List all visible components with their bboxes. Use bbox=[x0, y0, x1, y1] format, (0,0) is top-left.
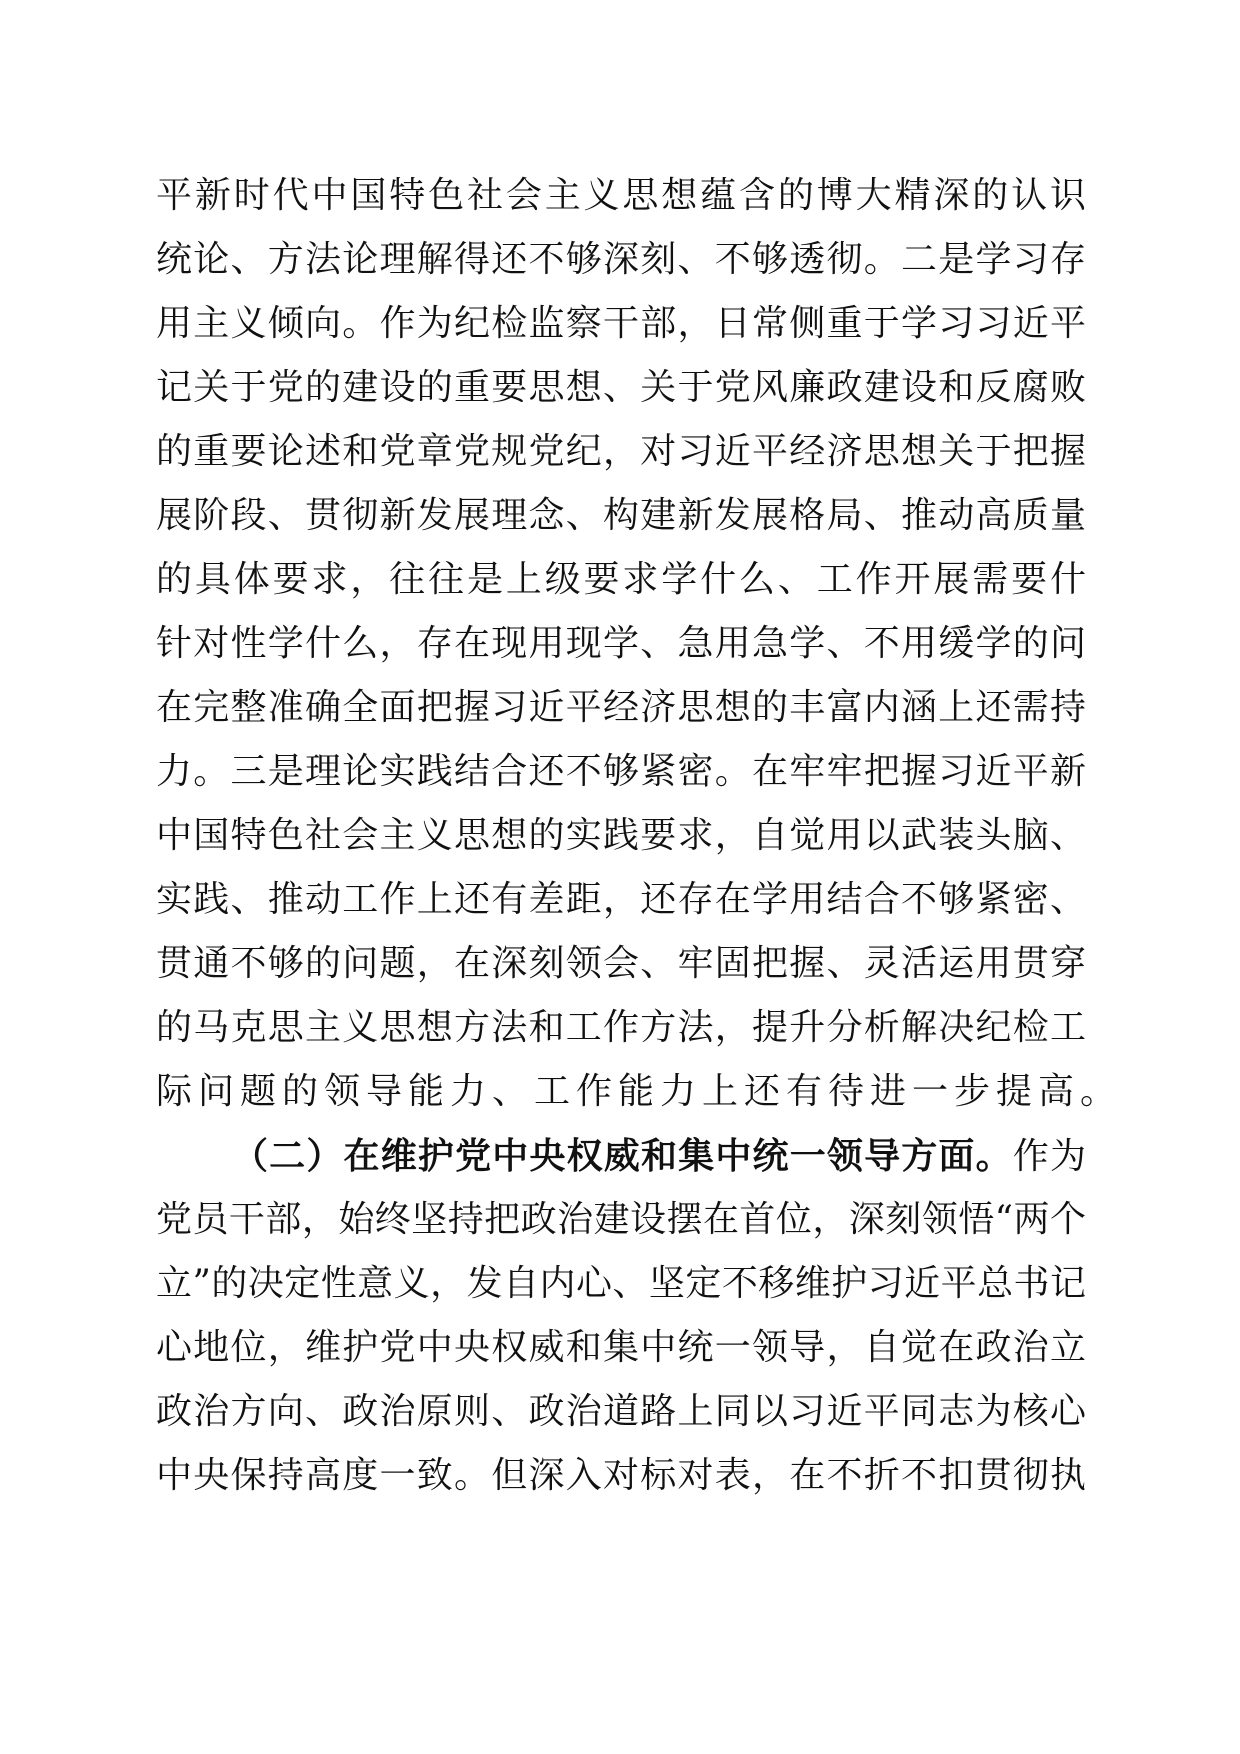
text-line: 在完整准确全面把握习近平经济思想的丰富内涵上还需持 bbox=[156, 687, 1086, 728]
text-line: 记关于党的建设的重要思想、关于党风廉政建设和反腐败 bbox=[156, 367, 1086, 408]
text-line: 针对性学什么，存在现用现学、急用急学、不用缓学的问 bbox=[156, 623, 1086, 664]
text-line: 实践、推动工作上还有差距，还存在学用结合不够紧密、 bbox=[156, 879, 1086, 920]
paragraph-2 bbox=[156, 1124, 1086, 1508]
text-line: 党员干部，始终坚持把政治建设摆在首位，深刻领悟“两个 bbox=[156, 1199, 1086, 1240]
section-heading: （二）在维护党中央权威和集中统一领导方面。 bbox=[232, 1135, 1013, 1177]
text-line: 贯通不够的问题，在深刻领会、牢固把握、灵活运用贯穿 bbox=[156, 943, 1086, 984]
text-line: 平新时代中国特色社会主义思想蕴含的博大精深的认识 bbox=[156, 175, 1086, 216]
paragraph-2-first-line bbox=[156, 1124, 1086, 1188]
text-line: 力。三是理论实践结合还不够紧密。在牢牢把握习近平新 bbox=[156, 751, 1086, 792]
text-line: 中央保持高度一致。但深入对标对表，在不折不扣贯彻执 bbox=[156, 1455, 1086, 1496]
text-line: 统论、方法论理解得还不够深刻、不够透彻。二是学习存 bbox=[156, 239, 1086, 280]
text-line: 的马克思主义思想方法和工作方法，提升分析解决纪检工 bbox=[156, 1007, 1086, 1048]
text-line: 心地位，维护党中央权威和集中统一领导，自觉在政治立 bbox=[156, 1327, 1086, 1368]
text-line: 展阶段、贯彻新发展理念、构建新发展格局、推动高质量 bbox=[156, 495, 1086, 536]
text-line: 的具体要求，往往是上级要求学什么、工作开展需要什 bbox=[156, 559, 1086, 600]
text-line: 中国特色社会主义思想的实践要求，自觉用以武装头脑、 bbox=[156, 815, 1086, 856]
text-line: 用主义倾向。作为纪检监察干部，日常侧重于学习习近平 bbox=[156, 303, 1086, 344]
text-line-last: 际问题的领导能力、工作能力上还有待进一步提高。 bbox=[156, 1071, 1123, 1112]
document-body bbox=[156, 164, 1123, 1508]
text-line: 的重要论述和党章党规党纪，对习近平经济思想关于把握 bbox=[156, 431, 1086, 472]
text-line: 政治方向、政治原则、政治道路上同以习近平同志为核心 bbox=[156, 1391, 1086, 1432]
paragraph-1 bbox=[156, 164, 1123, 1124]
text-line: 立”的决定性意义，发自内心、坚定不移维护习近平总书记 bbox=[156, 1263, 1086, 1304]
heading-line-rest: 作为 bbox=[1012, 1136, 1086, 1177]
